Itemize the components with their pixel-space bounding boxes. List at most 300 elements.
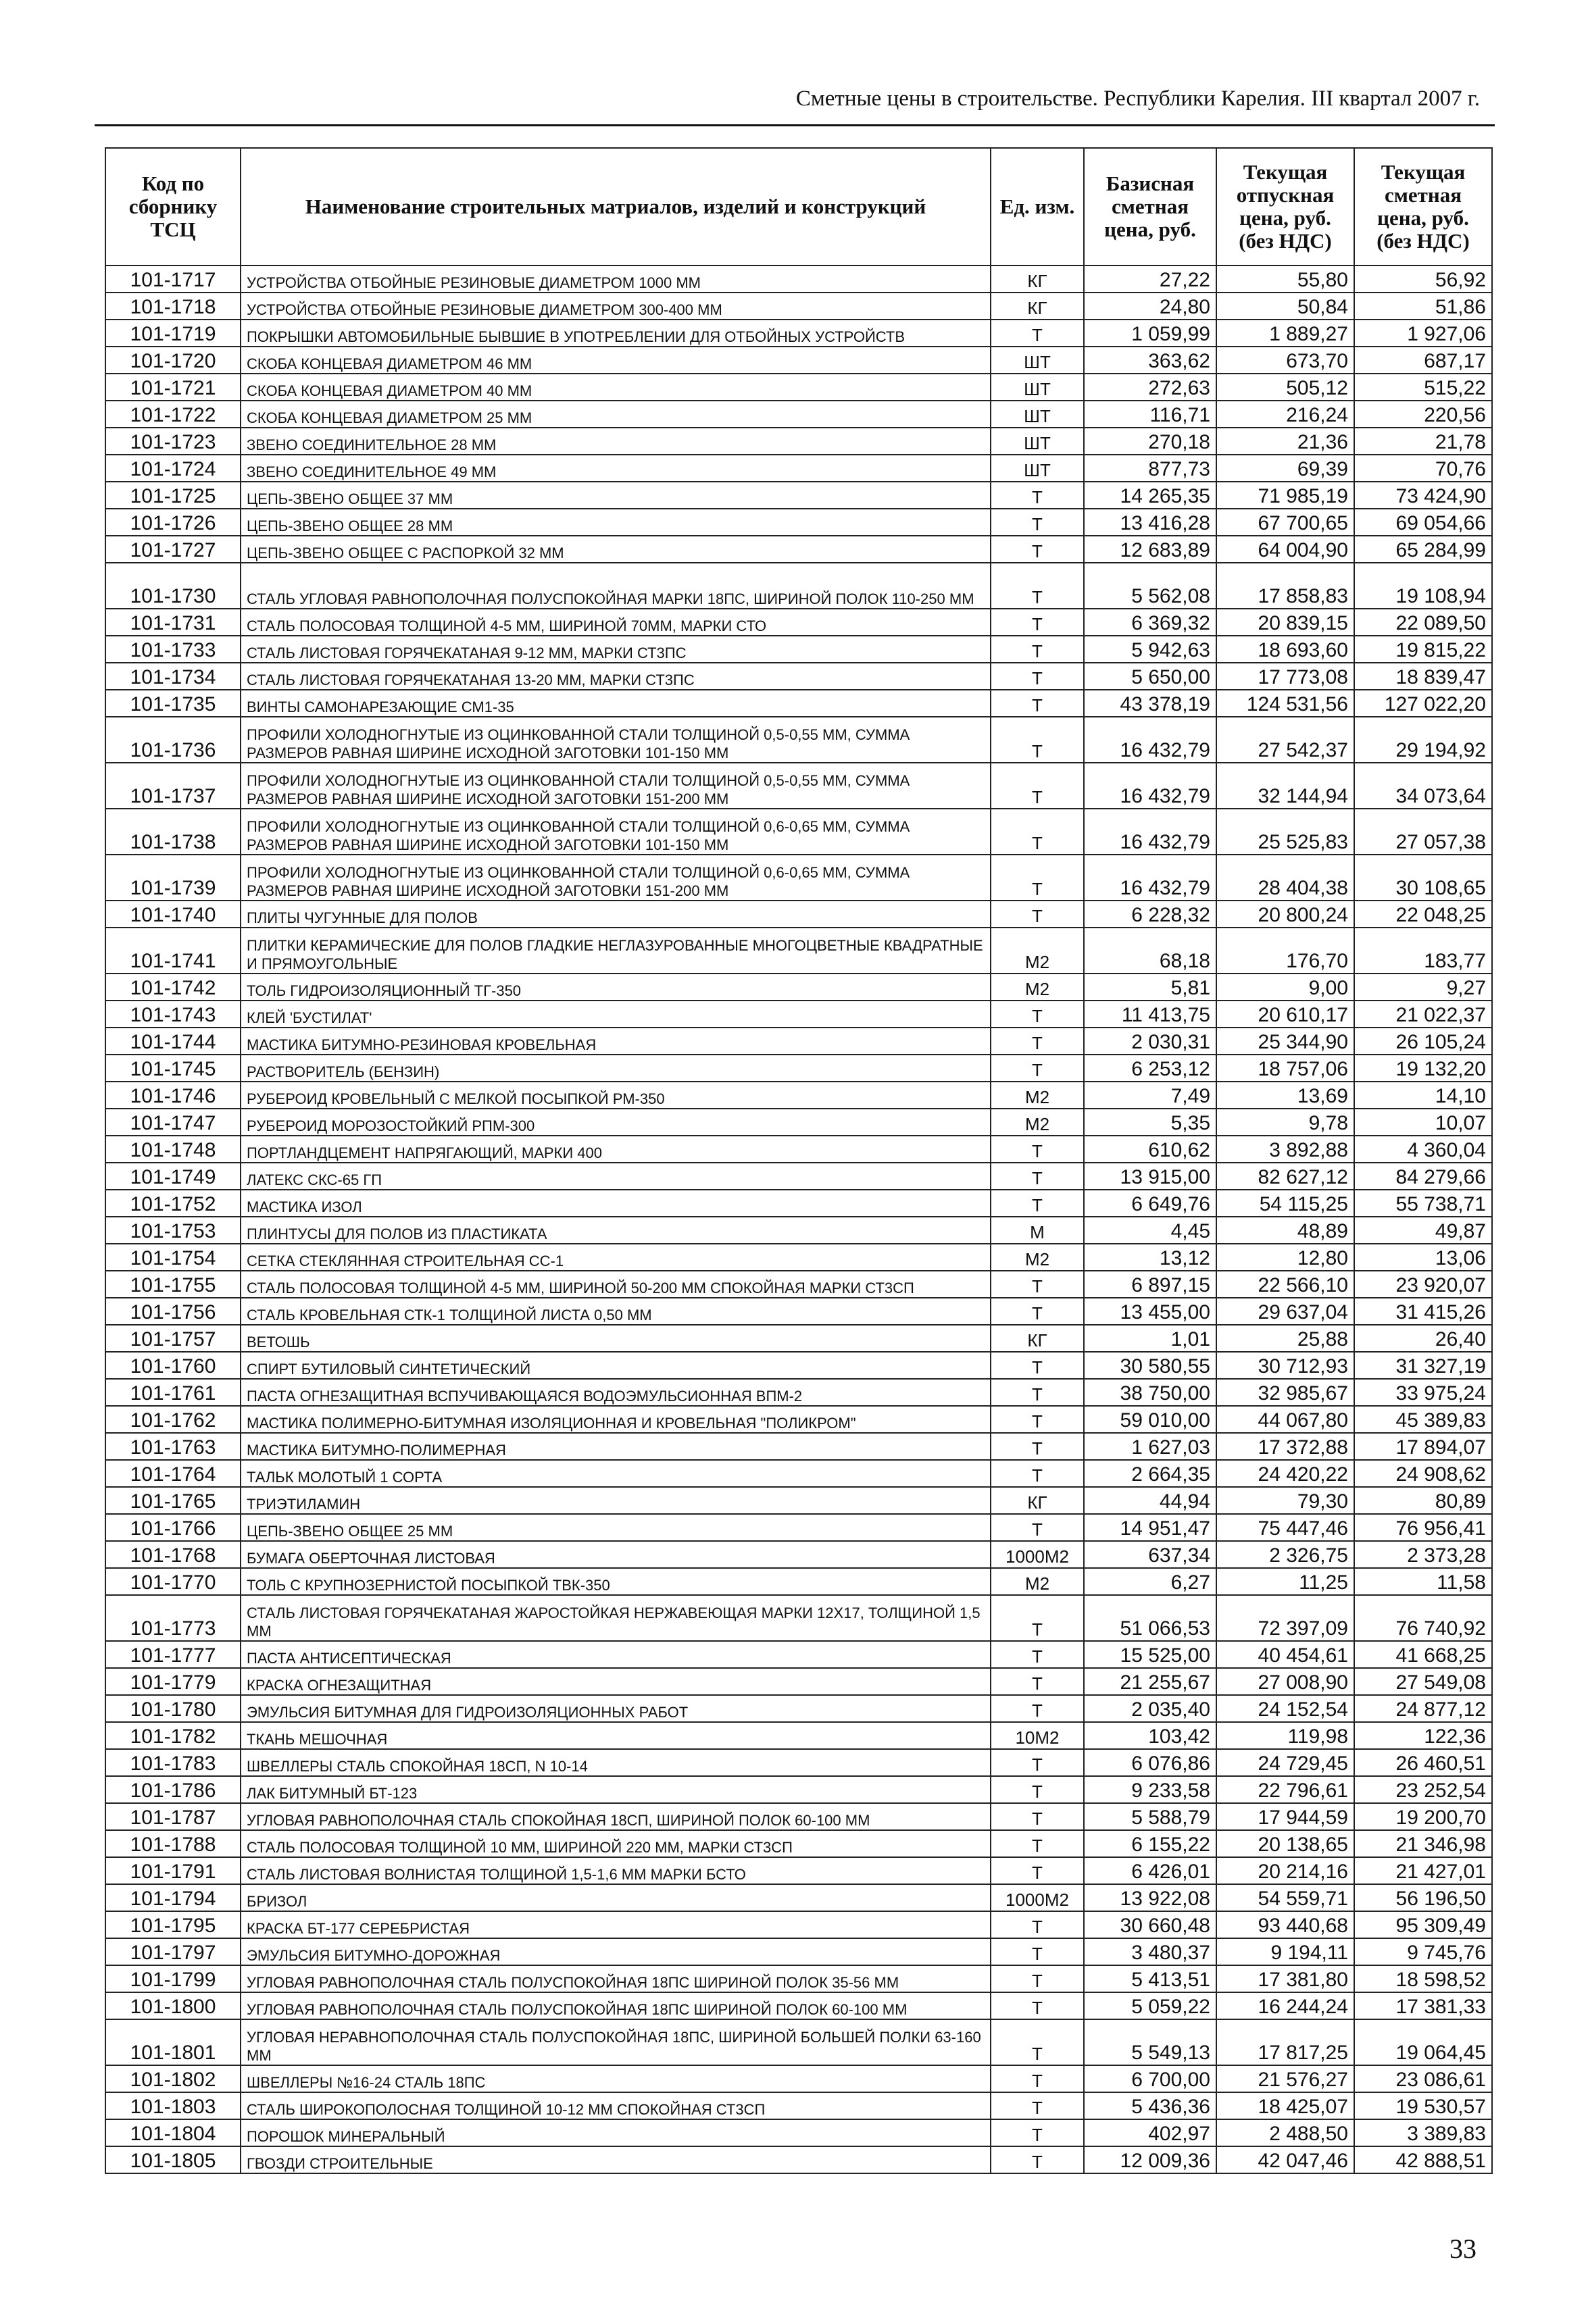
cell-name: УГЛОВАЯ НЕРАВНОПОЛОЧНАЯ СТАЛЬ ПОЛУСПОКОЙНАЯ 18ПС, ШИРИНОЙ БОЛЬШЕЙ ПОЛКИ 63-160 ММ xyxy=(241,2019,991,2065)
cell-unit: 1000М2 xyxy=(991,1541,1084,1568)
cell-name: СТАЛЬ ЛИСТОВАЯ ВОЛНИСТАЯ ТОЛЩИНОЙ 1,5-1,6 ММ МАРКИ БСТО xyxy=(241,1857,991,1884)
cell-unit: ШТ xyxy=(991,428,1084,455)
cell-code: 101-1763 xyxy=(105,1433,241,1460)
cell-name: КРАСКА ОГНЕЗАЩИТНАЯ xyxy=(241,1668,991,1695)
table-row xyxy=(105,1514,1492,1541)
cell-base-price: 610,62 xyxy=(1084,1136,1216,1163)
cell-name: УГЛОВАЯ РАВНОПОЛОЧНАЯ СТАЛЬ ПОЛУСПОКОЙНАЯ 18ПС ШИРИНОЙ ПОЛОК 60-100 ММ xyxy=(241,1992,991,2019)
cell-name: СКОБА КОНЦЕВАЯ ДИАМЕТРОМ 40 ММ xyxy=(241,374,991,401)
cell-name: ЦЕПЬ-ЗВЕНО ОБЩЕЕ 25 ММ xyxy=(241,1514,991,1541)
cell-unit: Т xyxy=(991,1641,1084,1668)
table-row xyxy=(105,855,1492,901)
cell-release-price: 9,00 xyxy=(1216,974,1354,1001)
cell-base-price: 5 413,51 xyxy=(1084,1965,1216,1992)
cell-code: 101-1734 xyxy=(105,663,241,690)
cell-estimate-price: 55 738,71 xyxy=(1354,1190,1492,1217)
cell-estimate-price: 26,40 xyxy=(1354,1325,1492,1352)
cell-base-price: 38 750,00 xyxy=(1084,1379,1216,1406)
cell-name: ПАСТА ОГНЕЗАЩИТНАЯ ВСПУЧИВАЮЩАЯСЯ ВОДОЭМУЛЬСИОННАЯ ВПМ-2 xyxy=(241,1379,991,1406)
cell-unit: КГ xyxy=(991,1325,1084,1352)
cell-estimate-price: 19 200,70 xyxy=(1354,1803,1492,1830)
cell-estimate-price: 11,58 xyxy=(1354,1568,1492,1595)
cell-name: ТКАНЬ МЕШОЧНАЯ xyxy=(241,1722,991,1749)
cell-release-price: 21 576,27 xyxy=(1216,2065,1354,2092)
table-row xyxy=(105,1695,1492,1722)
cell-unit: Т xyxy=(991,1352,1084,1379)
table-row xyxy=(105,1190,1492,1217)
cell-unit: М2 xyxy=(991,1568,1084,1595)
cell-name: СЕТКА СТЕКЛЯННАЯ СТРОИТЕЛЬНАЯ СС-1 xyxy=(241,1244,991,1271)
cell-name: ЦЕПЬ-ЗВЕНО ОБЩЕЕ С РАСПОРКОЙ 32 ММ xyxy=(241,536,991,563)
cell-code: 101-1770 xyxy=(105,1568,241,1595)
cell-base-price: 2 664,35 xyxy=(1084,1460,1216,1487)
header-base-price: Базисная сметная цена, руб. xyxy=(1084,148,1216,266)
cell-unit: КГ xyxy=(991,266,1084,293)
cell-unit: Т xyxy=(991,855,1084,901)
cell-code: 101-1777 xyxy=(105,1641,241,1668)
cell-code: 101-1727 xyxy=(105,536,241,563)
cell-base-price: 6 155,22 xyxy=(1084,1830,1216,1857)
cell-release-price: 25 525,83 xyxy=(1216,809,1354,855)
cell-estimate-price: 41 668,25 xyxy=(1354,1641,1492,1668)
table-row xyxy=(105,690,1492,717)
table-row xyxy=(105,901,1492,928)
cell-unit: Т xyxy=(991,536,1084,563)
cell-base-price: 6,27 xyxy=(1084,1568,1216,1595)
cell-name: СТАЛЬ ПОЛОСОВАЯ ТОЛЩИНОЙ 10 ММ, ШИРИНОЙ 220 ММ, МАРКИ СТ3СП xyxy=(241,1830,991,1857)
cell-estimate-price: 2 373,28 xyxy=(1354,1541,1492,1568)
cell-base-price: 6 228,32 xyxy=(1084,901,1216,928)
cell-code: 101-1730 xyxy=(105,563,241,609)
table-row xyxy=(105,1487,1492,1514)
cell-release-price: 3 892,88 xyxy=(1216,1136,1354,1163)
cell-name: УСТРОЙСТВА ОТБОЙНЫЕ РЕЗИНОВЫЕ ДИАМЕТРОМ 300-400 ММ xyxy=(241,293,991,320)
cell-release-price: 9 194,11 xyxy=(1216,1938,1354,1965)
cell-name: СТАЛЬ ПОЛОСОВАЯ ТОЛЩИНОЙ 4-5 ММ, ШИРИНОЙ 50-200 ММ СПОКОЙНАЯ МАРКИ СТ3СП xyxy=(241,1271,991,1298)
cell-base-price: 12 683,89 xyxy=(1084,536,1216,563)
cell-unit: 10М2 xyxy=(991,1722,1084,1749)
cell-estimate-price: 56,92 xyxy=(1354,266,1492,293)
table-body xyxy=(105,266,1492,2173)
cell-estimate-price: 10,07 xyxy=(1354,1109,1492,1136)
cell-estimate-price: 183,77 xyxy=(1354,928,1492,974)
cell-estimate-price: 122,36 xyxy=(1354,1722,1492,1749)
cell-unit: Т xyxy=(991,482,1084,509)
cell-unit: Т xyxy=(991,2065,1084,2092)
cell-name: ПРОФИЛИ ХОЛОДНОГНУТЫЕ ИЗ ОЦИНКОВАННОЙ СТАЛИ ТОЛЩИНОЙ 0,6-0,65 ММ, СУММА РАЗМЕРОВ РАВНАЯ ШИРИНЕ ИСХОДНОЙ ЗАГОТОВКИ 101-150 ММ xyxy=(241,809,991,855)
cell-estimate-price: 21 022,37 xyxy=(1354,1001,1492,1028)
cell-code: 101-1802 xyxy=(105,2065,241,2092)
cell-unit: Т xyxy=(991,809,1084,855)
table-row xyxy=(105,1803,1492,1830)
cell-name: ПАСТА АНТИСЕПТИЧЕСКАЯ xyxy=(241,1641,991,1668)
cell-unit: Т xyxy=(991,1938,1084,1965)
cell-estimate-price: 76 956,41 xyxy=(1354,1514,1492,1541)
cell-unit: М2 xyxy=(991,974,1084,1001)
cell-base-price: 6 076,86 xyxy=(1084,1749,1216,1776)
cell-code: 101-1738 xyxy=(105,809,241,855)
table-row xyxy=(105,1325,1492,1352)
table-row xyxy=(105,266,1492,293)
cell-unit: Т xyxy=(991,509,1084,536)
cell-estimate-price: 19 815,22 xyxy=(1354,636,1492,663)
cell-base-price: 6 897,15 xyxy=(1084,1271,1216,1298)
cell-release-price: 25 344,90 xyxy=(1216,1028,1354,1055)
cell-estimate-price: 687,17 xyxy=(1354,347,1492,374)
cell-release-price: 24 152,54 xyxy=(1216,1695,1354,1722)
cell-name: РУБЕРОИД МОРОЗОСТОЙКИЙ РПМ-300 xyxy=(241,1109,991,1136)
cell-release-price: 30 712,93 xyxy=(1216,1352,1354,1379)
cell-estimate-price: 30 108,65 xyxy=(1354,855,1492,901)
cell-estimate-price: 515,22 xyxy=(1354,374,1492,401)
cell-unit: Т xyxy=(991,1433,1084,1460)
cell-code: 101-1801 xyxy=(105,2019,241,2065)
cell-release-price: 40 454,61 xyxy=(1216,1641,1354,1668)
cell-estimate-price: 51,86 xyxy=(1354,293,1492,320)
cell-release-price: 69,39 xyxy=(1216,455,1354,482)
cell-code: 101-1755 xyxy=(105,1271,241,1298)
cell-release-price: 24 420,22 xyxy=(1216,1460,1354,1487)
cell-estimate-price: 1 927,06 xyxy=(1354,320,1492,347)
cell-base-price: 3 480,37 xyxy=(1084,1938,1216,1965)
cell-base-price: 2 030,31 xyxy=(1084,1028,1216,1055)
cell-name: УСТРОЙСТВА ОТБОЙНЫЕ РЕЗИНОВЫЕ ДИАМЕТРОМ 1000 ММ xyxy=(241,266,991,293)
cell-estimate-price: 23 086,61 xyxy=(1354,2065,1492,2092)
cell-code: 101-1746 xyxy=(105,1082,241,1109)
cell-unit: Т xyxy=(991,2119,1084,2146)
cell-base-price: 363,62 xyxy=(1084,347,1216,374)
cell-base-price: 44,94 xyxy=(1084,1487,1216,1514)
cell-estimate-price: 31 327,19 xyxy=(1354,1352,1492,1379)
cell-estimate-price: 23 252,54 xyxy=(1354,1776,1492,1803)
header-name: Наименование строительных матриалов, изделий и конструкций xyxy=(241,148,991,266)
cell-release-price: 24 729,45 xyxy=(1216,1749,1354,1776)
cell-release-price: 17 773,08 xyxy=(1216,663,1354,690)
cell-name: ТРИЭТИЛАМИН xyxy=(241,1487,991,1514)
cell-unit: Т xyxy=(991,1001,1084,1028)
table-row xyxy=(105,2065,1492,2092)
cell-name: ПЛИНТУСЫ ДЛЯ ПОЛОВ ИЗ ПЛАСТИКАТА xyxy=(241,1217,991,1244)
cell-unit: Т xyxy=(991,1857,1084,1884)
cell-base-price: 1 627,03 xyxy=(1084,1433,1216,1460)
cell-unit: М2 xyxy=(991,1082,1084,1109)
cell-base-price: 6 649,76 xyxy=(1084,1190,1216,1217)
cell-name: ВИНТЫ САМОНАРЕЗАЮЩИЕ СМ1-35 xyxy=(241,690,991,717)
cell-unit: Т xyxy=(991,1136,1084,1163)
cell-code: 101-1788 xyxy=(105,1830,241,1857)
cell-code: 101-1761 xyxy=(105,1379,241,1406)
cell-name: ЦЕПЬ-ЗВЕНО ОБЩЕЕ 28 ММ xyxy=(241,509,991,536)
cell-base-price: 5,35 xyxy=(1084,1109,1216,1136)
cell-release-price: 17 381,80 xyxy=(1216,1965,1354,1992)
cell-code: 101-1747 xyxy=(105,1109,241,1136)
cell-unit: Т xyxy=(991,1028,1084,1055)
cell-release-price: 27 008,90 xyxy=(1216,1668,1354,1695)
cell-base-price: 6 253,12 xyxy=(1084,1055,1216,1082)
table-row xyxy=(105,1028,1492,1055)
cell-base-price: 9 233,58 xyxy=(1084,1776,1216,1803)
cell-base-price: 15 525,00 xyxy=(1084,1641,1216,1668)
table-row xyxy=(105,2092,1492,2119)
cell-name: ЦЕПЬ-ЗВЕНО ОБЩЕЕ 37 ММ xyxy=(241,482,991,509)
cell-code: 101-1773 xyxy=(105,1595,241,1641)
cell-code: 101-1794 xyxy=(105,1884,241,1911)
table-row xyxy=(105,1136,1492,1163)
cell-estimate-price: 76 740,92 xyxy=(1354,1595,1492,1641)
table-row xyxy=(105,293,1492,320)
cell-estimate-price: 220,56 xyxy=(1354,401,1492,428)
cell-release-price: 93 440,68 xyxy=(1216,1911,1354,1938)
cell-release-price: 16 244,24 xyxy=(1216,1992,1354,2019)
cell-estimate-price: 56 196,50 xyxy=(1354,1884,1492,1911)
cell-name: ТОЛЬ С КРУПНОЗЕРНИСТОЙ ПОСЫПКОЙ ТВК-350 xyxy=(241,1568,991,1595)
table-row xyxy=(105,1749,1492,1776)
cell-base-price: 7,49 xyxy=(1084,1082,1216,1109)
table-row xyxy=(105,2019,1492,2065)
cell-code: 101-1739 xyxy=(105,855,241,901)
cell-estimate-price: 27 549,08 xyxy=(1354,1668,1492,1695)
table-row xyxy=(105,1641,1492,1668)
cell-code: 101-1725 xyxy=(105,482,241,509)
cell-code: 101-1722 xyxy=(105,401,241,428)
cell-base-price: 103,42 xyxy=(1084,1722,1216,1749)
cell-name: БРИЗОЛ xyxy=(241,1884,991,1911)
cell-base-price: 1 059,99 xyxy=(1084,320,1216,347)
cell-release-price: 20 138,65 xyxy=(1216,1830,1354,1857)
cell-estimate-price: 21 346,98 xyxy=(1354,1830,1492,1857)
table-row xyxy=(105,1992,1492,2019)
cell-name: ЛАТЕКС СКС-65 ГП xyxy=(241,1163,991,1190)
cell-name: ПОРОШОК МИНЕРАЛЬНЫЙ xyxy=(241,2119,991,2146)
header-code: Код по сборнику ТСЦ xyxy=(105,148,241,266)
table-row xyxy=(105,1406,1492,1433)
cell-code: 101-1791 xyxy=(105,1857,241,1884)
cell-code: 101-1718 xyxy=(105,293,241,320)
cell-estimate-price: 33 975,24 xyxy=(1354,1379,1492,1406)
cell-release-price: 17 858,83 xyxy=(1216,563,1354,609)
cell-name: СТАЛЬ ШИРОКОПОЛОСНАЯ ТОЛЩИНОЙ 10-12 ММ СПОКОЙНАЯ СТ3СП xyxy=(241,2092,991,2119)
cell-release-price: 11,25 xyxy=(1216,1568,1354,1595)
cell-estimate-price: 34 073,64 xyxy=(1354,763,1492,809)
table-row xyxy=(105,609,1492,636)
cell-release-price: 17 817,25 xyxy=(1216,2019,1354,2065)
cell-release-price: 75 447,46 xyxy=(1216,1514,1354,1541)
cell-name: ГВОЗДИ СТРОИТЕЛЬНЫЕ xyxy=(241,2146,991,2173)
cell-unit: Т xyxy=(991,1163,1084,1190)
cell-estimate-price: 70,76 xyxy=(1354,455,1492,482)
cell-code: 101-1805 xyxy=(105,2146,241,2173)
cell-release-price: 124 531,56 xyxy=(1216,690,1354,717)
cell-unit: Т xyxy=(991,1695,1084,1722)
table-row xyxy=(105,928,1492,974)
price-table xyxy=(105,147,1493,2174)
cell-base-price: 6 426,01 xyxy=(1084,1857,1216,1884)
cell-name: ЛАК БИТУМНЫЙ БТ-123 xyxy=(241,1776,991,1803)
cell-base-price: 13 915,00 xyxy=(1084,1163,1216,1190)
cell-code: 101-1768 xyxy=(105,1541,241,1568)
cell-name: СТАЛЬ ЛИСТОВАЯ ГОРЯЧЕКАТАНАЯ 13-20 ММ, МАРКИ СТ3ПС xyxy=(241,663,991,690)
cell-release-price: 67 700,65 xyxy=(1216,509,1354,536)
cell-code: 101-1723 xyxy=(105,428,241,455)
cell-base-price: 16 432,79 xyxy=(1084,809,1216,855)
cell-base-price: 14 951,47 xyxy=(1084,1514,1216,1541)
cell-name: ТОЛЬ ГИДРОИЗОЛЯЦИОННЫЙ ТГ-350 xyxy=(241,974,991,1001)
cell-base-price: 16 432,79 xyxy=(1084,855,1216,901)
running-title: Сметные цены в строительстве. Республики Карелия. III квартал 2007 г. xyxy=(795,86,1480,111)
cell-name: ПРОФИЛИ ХОЛОДНОГНУТЫЕ ИЗ ОЦИНКОВАННОЙ СТАЛИ ТОЛЩИНОЙ 0,5-0,55 ММ, СУММА РАЗМЕРОВ РАВНАЯ ШИРИНЕ ИСХОДНОЙ ЗАГОТОВКИ 151-200 ММ xyxy=(241,763,991,809)
table-row xyxy=(105,1911,1492,1938)
table-row xyxy=(105,1379,1492,1406)
cell-name: МАСТИКА БИТУМНО-ПОЛИМЕРНАЯ xyxy=(241,1433,991,1460)
cell-code: 101-1748 xyxy=(105,1136,241,1163)
cell-code: 101-1744 xyxy=(105,1028,241,1055)
cell-base-price: 637,34 xyxy=(1084,1541,1216,1568)
cell-release-price: 13,69 xyxy=(1216,1082,1354,1109)
cell-code: 101-1731 xyxy=(105,609,241,636)
table-row xyxy=(105,1595,1492,1641)
header-unit: Ед. изм. xyxy=(991,148,1084,266)
cell-code: 101-1737 xyxy=(105,763,241,809)
table-row xyxy=(105,1352,1492,1379)
cell-base-price: 2 035,40 xyxy=(1084,1695,1216,1722)
cell-base-price: 13 922,08 xyxy=(1084,1884,1216,1911)
cell-base-price: 6 369,32 xyxy=(1084,609,1216,636)
cell-estimate-price: 18 598,52 xyxy=(1354,1965,1492,1992)
cell-unit: М xyxy=(991,1217,1084,1244)
cell-base-price: 21 255,67 xyxy=(1084,1668,1216,1695)
cell-estimate-price: 73 424,90 xyxy=(1354,482,1492,509)
cell-unit: Т xyxy=(991,763,1084,809)
cell-code: 101-1800 xyxy=(105,1992,241,2019)
cell-name: РУБЕРОИД КРОВЕЛЬНЫЙ С МЕЛКОЙ ПОСЫПКОЙ РМ-350 xyxy=(241,1082,991,1109)
cell-code: 101-1736 xyxy=(105,717,241,763)
table-row xyxy=(105,563,1492,609)
cell-base-price: 30 660,48 xyxy=(1084,1911,1216,1938)
cell-unit: КГ xyxy=(991,293,1084,320)
header-release-price: Текущая отпускная цена, руб. (без НДС) xyxy=(1216,148,1354,266)
cell-release-price: 32 144,94 xyxy=(1216,763,1354,809)
cell-base-price: 24,80 xyxy=(1084,293,1216,320)
cell-base-price: 13 455,00 xyxy=(1084,1298,1216,1325)
cell-unit: Т xyxy=(991,2146,1084,2173)
cell-release-price: 20 800,24 xyxy=(1216,901,1354,928)
cell-base-price: 14 265,35 xyxy=(1084,482,1216,509)
cell-estimate-price: 19 132,20 xyxy=(1354,1055,1492,1082)
cell-code: 101-1766 xyxy=(105,1514,241,1541)
cell-estimate-price: 29 194,92 xyxy=(1354,717,1492,763)
cell-unit: Т xyxy=(991,1992,1084,2019)
cell-release-price: 18 757,06 xyxy=(1216,1055,1354,1082)
cell-name: СТАЛЬ КРОВЕЛЬНАЯ СТК-1 ТОЛЩИНОЙ ЛИСТА 0,50 ММ xyxy=(241,1298,991,1325)
table-row xyxy=(105,1001,1492,1028)
cell-unit: Т xyxy=(991,563,1084,609)
cell-code: 101-1797 xyxy=(105,1938,241,1965)
cell-name: ПЛИТКИ КЕРАМИЧЕСКИЕ ДЛЯ ПОЛОВ ГЛАДКИЕ НЕГЛАЗУРОВАННЫЕ МНОГОЦВЕТНЫЕ КВАДРАТНЫЕ И ПРЯМОУГОЛЬНЫЕ xyxy=(241,928,991,974)
cell-unit: М2 xyxy=(991,928,1084,974)
cell-unit: Т xyxy=(991,636,1084,663)
cell-base-price: 13 416,28 xyxy=(1084,509,1216,536)
cell-code: 101-1749 xyxy=(105,1163,241,1190)
table-row xyxy=(105,509,1492,536)
cell-name: ЭМУЛЬСИЯ БИТУМНАЯ ДЛЯ ГИДРОИЗОЛЯЦИОННЫХ РАБОТ xyxy=(241,1695,991,1722)
table-row xyxy=(105,1857,1492,1884)
cell-name: СКОБА КОНЦЕВАЯ ДИАМЕТРОМ 46 ММ xyxy=(241,347,991,374)
cell-estimate-price: 127 022,20 xyxy=(1354,690,1492,717)
cell-base-price: 51 066,53 xyxy=(1084,1595,1216,1641)
cell-name: РАСТВОРИТЕЛЬ (БЕНЗИН) xyxy=(241,1055,991,1082)
cell-base-price: 16 432,79 xyxy=(1084,763,1216,809)
table-row xyxy=(105,1109,1492,1136)
cell-release-price: 1 889,27 xyxy=(1216,320,1354,347)
cell-base-price: 27,22 xyxy=(1084,266,1216,293)
cell-release-price: 28 404,38 xyxy=(1216,855,1354,901)
cell-estimate-price: 3 389,83 xyxy=(1354,2119,1492,2146)
cell-code: 101-1764 xyxy=(105,1460,241,1487)
cell-release-price: 42 047,46 xyxy=(1216,2146,1354,2173)
cell-code: 101-1721 xyxy=(105,374,241,401)
cell-estimate-price: 95 309,49 xyxy=(1354,1911,1492,1938)
cell-unit: Т xyxy=(991,1776,1084,1803)
cell-base-price: 5 562,08 xyxy=(1084,563,1216,609)
cell-release-price: 22 566,10 xyxy=(1216,1271,1354,1298)
table-row xyxy=(105,320,1492,347)
cell-name: СТАЛЬ УГЛОВАЯ РАВНОПОЛОЧНАЯ ПОЛУСПОКОЙНАЯ МАРКИ 18ПС, ШИРИНОЙ ПОЛОК 110-250 ММ xyxy=(241,563,991,609)
cell-estimate-price: 23 920,07 xyxy=(1354,1271,1492,1298)
cell-estimate-price: 21 427,01 xyxy=(1354,1857,1492,1884)
cell-unit: Т xyxy=(991,1190,1084,1217)
cell-base-price: 6 700,00 xyxy=(1084,2065,1216,2092)
cell-code: 101-1779 xyxy=(105,1668,241,1695)
cell-unit: Т xyxy=(991,2019,1084,2065)
cell-base-price: 5,81 xyxy=(1084,974,1216,1001)
header-rule xyxy=(95,124,1495,126)
cell-unit: Т xyxy=(991,717,1084,763)
cell-code: 101-1795 xyxy=(105,1911,241,1938)
cell-name: СПИРТ БУТИЛОВЫЙ СИНТЕТИЧЕСКИЙ xyxy=(241,1352,991,1379)
cell-unit: Т xyxy=(991,1406,1084,1433)
cell-release-price: 48,89 xyxy=(1216,1217,1354,1244)
cell-code: 101-1760 xyxy=(105,1352,241,1379)
cell-release-price: 55,80 xyxy=(1216,266,1354,293)
cell-name: БУМАГА ОБЕРТОЧНАЯ ЛИСТОВАЯ xyxy=(241,1541,991,1568)
cell-release-price: 64 004,90 xyxy=(1216,536,1354,563)
cell-release-price: 216,24 xyxy=(1216,401,1354,428)
cell-estimate-price: 27 057,38 xyxy=(1354,809,1492,855)
cell-base-price: 270,18 xyxy=(1084,428,1216,455)
cell-code: 101-1786 xyxy=(105,1776,241,1803)
cell-code: 101-1765 xyxy=(105,1487,241,1514)
cell-code: 101-1733 xyxy=(105,636,241,663)
table-row xyxy=(105,809,1492,855)
cell-estimate-price: 19 530,57 xyxy=(1354,2092,1492,2119)
cell-code: 101-1757 xyxy=(105,1325,241,1352)
cell-release-price: 79,30 xyxy=(1216,1487,1354,1514)
cell-estimate-price: 22 089,50 xyxy=(1354,609,1492,636)
cell-release-price: 673,70 xyxy=(1216,347,1354,374)
cell-unit: М2 xyxy=(991,1109,1084,1136)
cell-base-price: 59 010,00 xyxy=(1084,1406,1216,1433)
table-row xyxy=(105,2146,1492,2173)
cell-base-price: 11 413,75 xyxy=(1084,1001,1216,1028)
cell-estimate-price: 24 877,12 xyxy=(1354,1695,1492,1722)
cell-unit: 1000М2 xyxy=(991,1884,1084,1911)
cell-base-price: 272,63 xyxy=(1084,374,1216,401)
cell-release-price: 176,70 xyxy=(1216,928,1354,974)
cell-release-price: 71 985,19 xyxy=(1216,482,1354,509)
cell-base-price: 12 009,36 xyxy=(1084,2146,1216,2173)
cell-unit: ШТ xyxy=(991,455,1084,482)
cell-base-price: 30 580,55 xyxy=(1084,1352,1216,1379)
